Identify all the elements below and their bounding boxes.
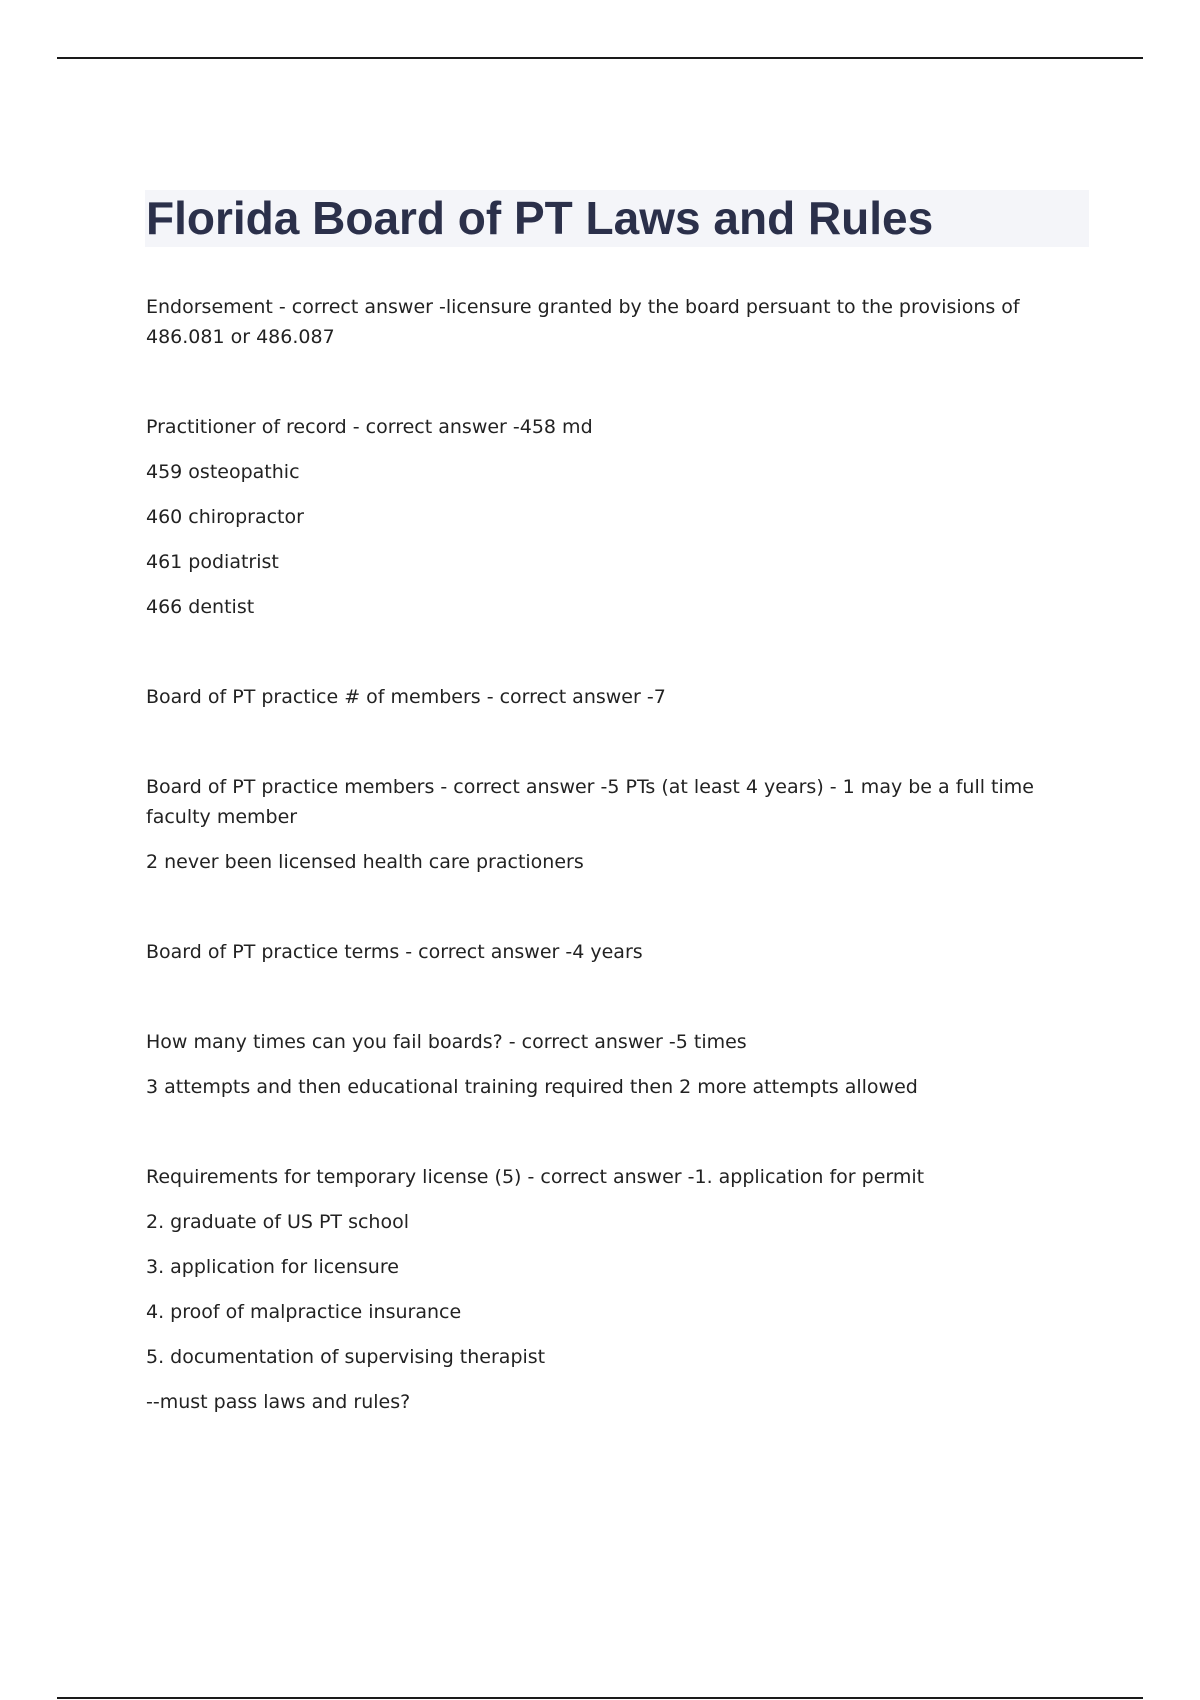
card-text: Board of PT practice # of members - correct answer -7 xyxy=(146,686,666,708)
card-text: 3 attempts and then educational training required then 2 more attempts allowed xyxy=(146,1076,918,1098)
card-text: 460 chiropractor xyxy=(146,506,304,528)
card-text: Endorsement - correct answer -licensure granted by the board persuant to the provisions of 486.081 or 486.087 xyxy=(146,296,1020,348)
card-text: --must pass laws and rules? xyxy=(146,1391,411,1413)
flashcard-temporary-license xyxy=(146,1162,1086,1417)
card-text: 5. documentation of supervising therapist xyxy=(146,1346,546,1368)
flashcard-board-failures xyxy=(146,1027,1086,1102)
card-text: 466 dentist xyxy=(146,596,255,618)
card-text: How many times can you fail boards? - correct answer -5 times xyxy=(146,1031,747,1053)
card-text: 3. application for licensure xyxy=(146,1256,399,1278)
card-text: Board of PT practice members - correct answer -5 PTs (at least 4 years) - 1 may be a full time faculty member xyxy=(146,776,1034,828)
card-text: 4. proof of malpractice insurance xyxy=(146,1301,462,1323)
card-text: 461 podiatrist xyxy=(146,551,279,573)
document-title: Florida Board of PT Laws and Rules xyxy=(146,192,934,244)
card-text: Board of PT practice terms - correct answer -4 years xyxy=(146,941,643,963)
flashcard-practitioner-of-record xyxy=(146,412,1086,622)
bottom-divider xyxy=(57,1697,1143,1699)
card-text: Requirements for temporary license (5) - correct answer -1. application for permit xyxy=(146,1166,925,1188)
card-text: Practitioner of record - correct answer -458 md xyxy=(146,416,593,438)
card-text: 459 osteopathic xyxy=(146,461,300,483)
flashcard-board-terms xyxy=(146,937,1086,967)
flashcard-board-members xyxy=(146,772,1086,877)
document-body xyxy=(146,292,1086,1477)
card-text: 2 never been licensed health care practioners xyxy=(146,851,584,873)
flashcard-board-members-count xyxy=(146,682,1086,712)
flashcard-endorsement xyxy=(146,292,1086,352)
top-divider xyxy=(57,57,1143,59)
card-text: 2. graduate of US PT school xyxy=(146,1211,409,1233)
